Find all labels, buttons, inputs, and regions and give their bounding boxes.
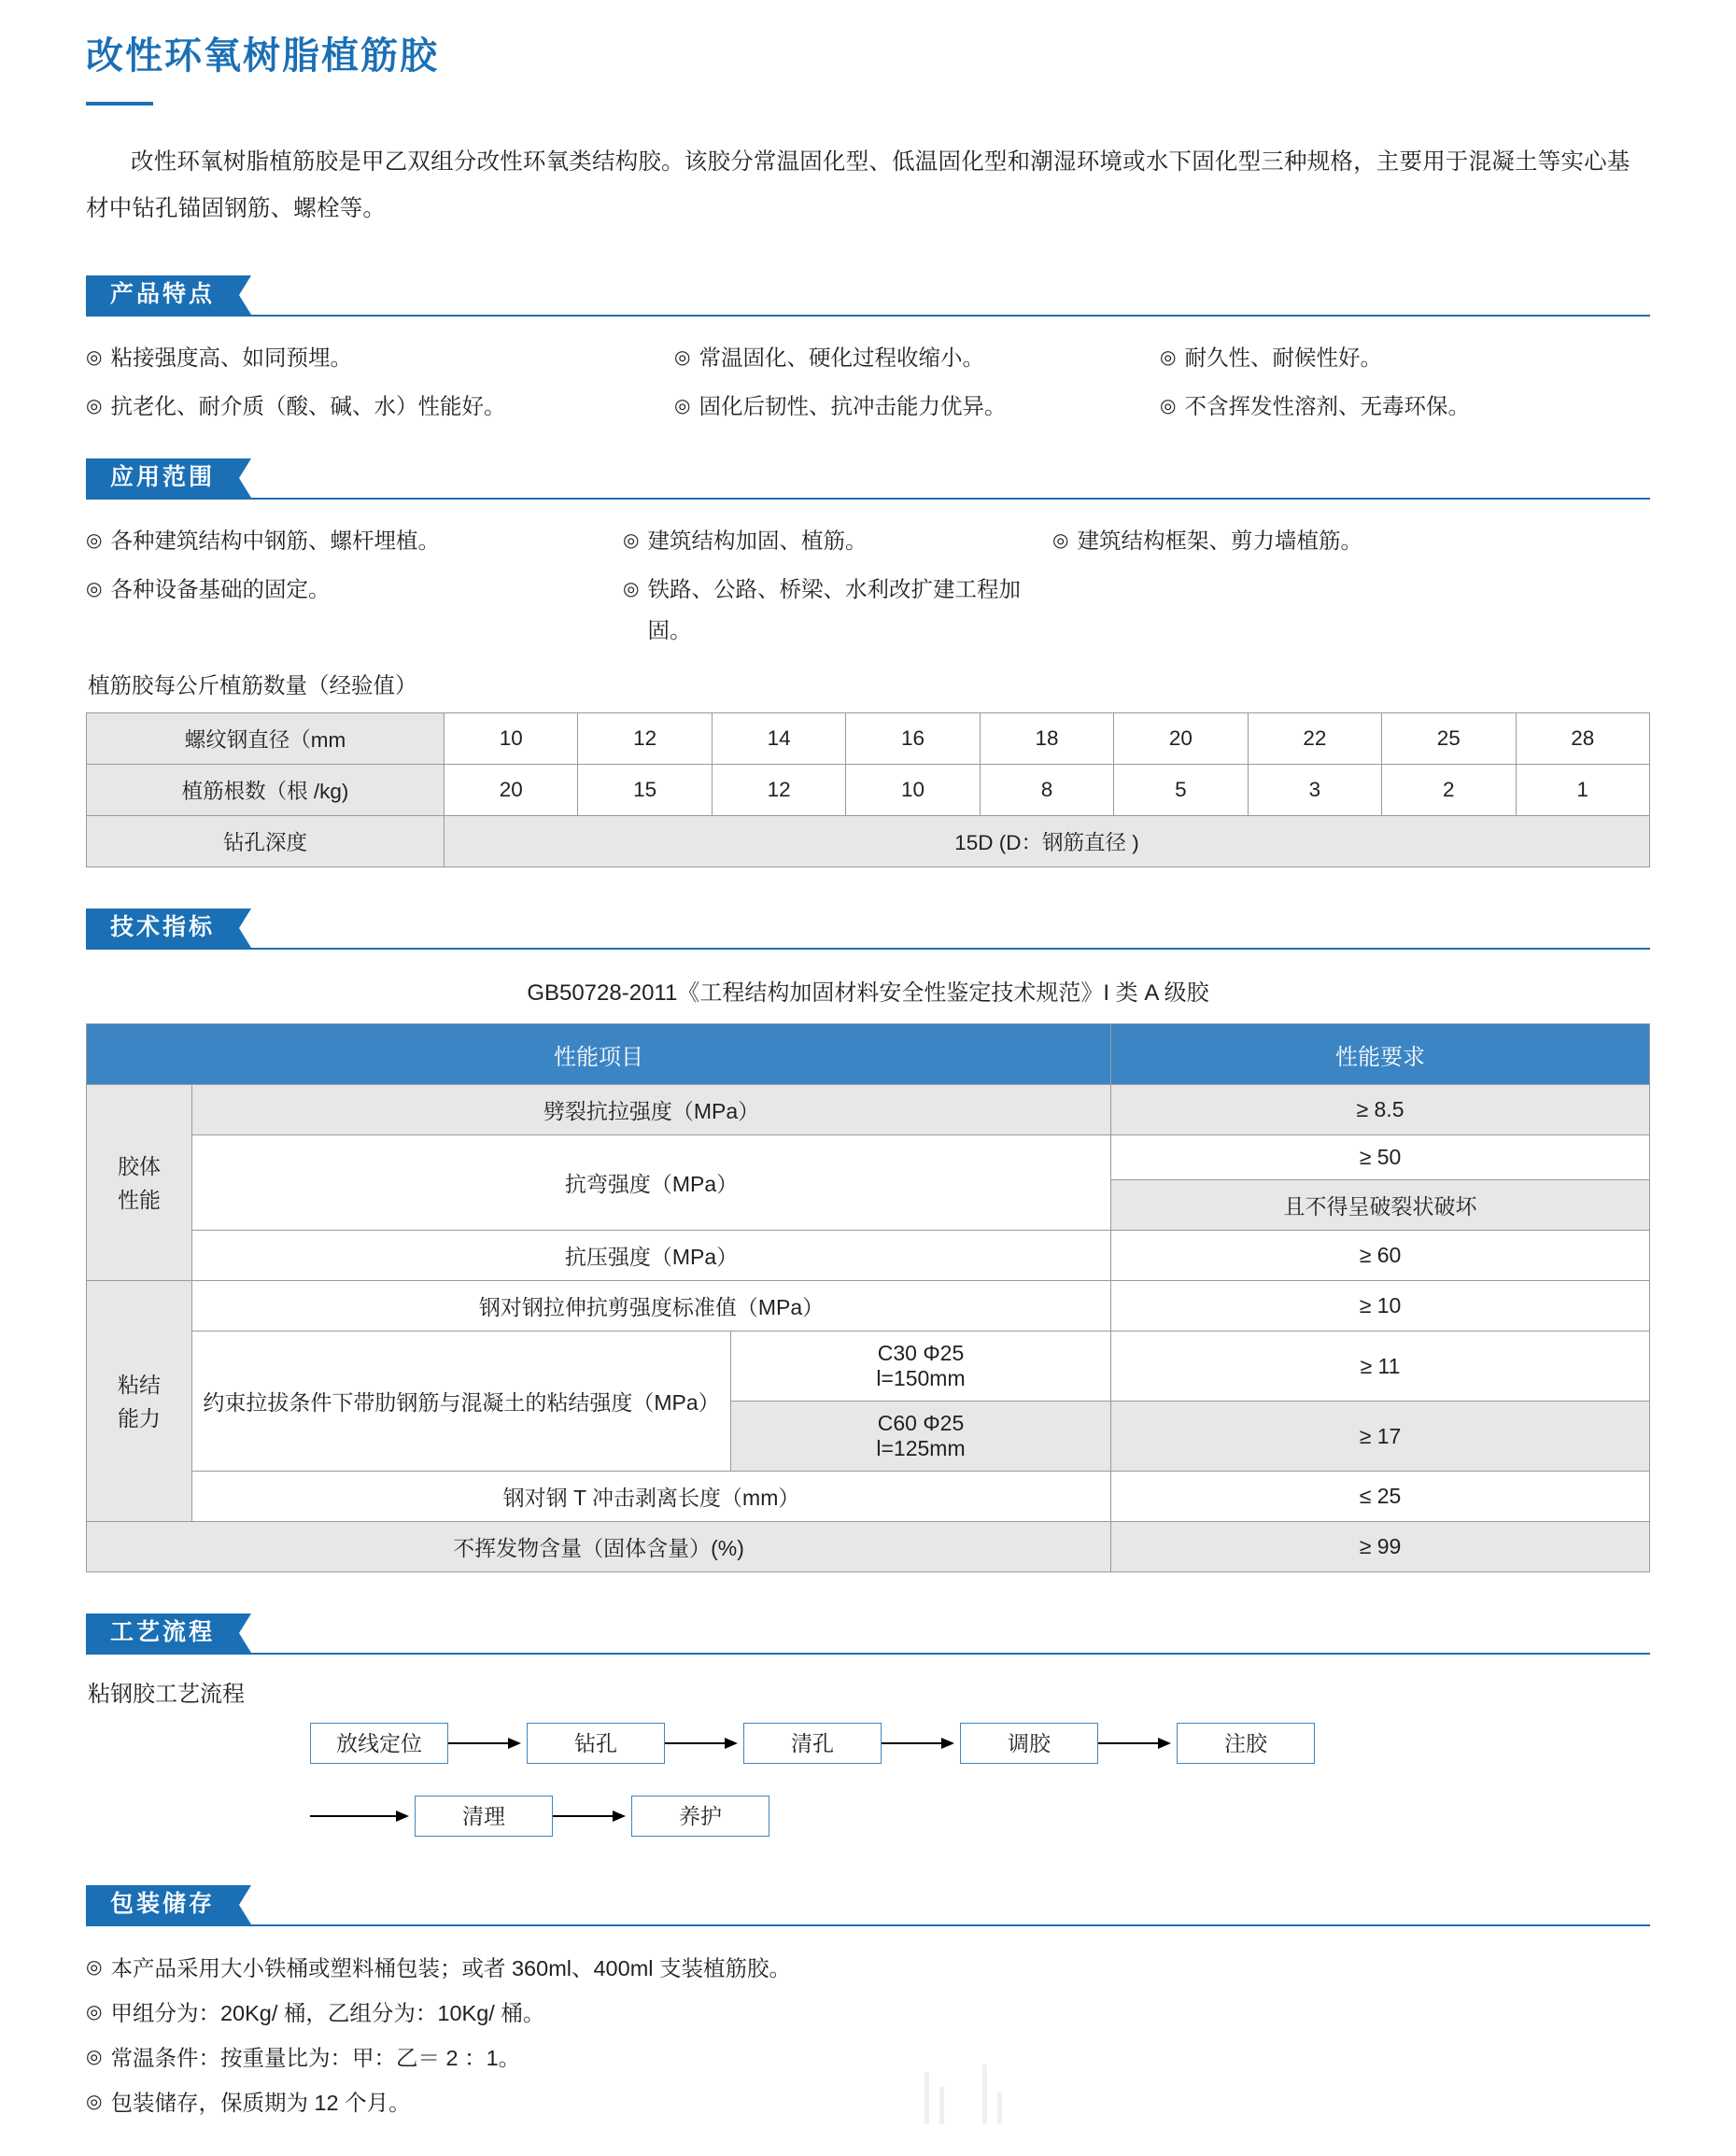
- flow-step-cleanup: 清理: [415, 1796, 553, 1837]
- flow-step-mix-glue: 调胶: [960, 1723, 1098, 1764]
- list-item-label: 常温条件：按重量比为：甲：乙＝ 2 ：1。: [110, 2046, 521, 2070]
- list-item: [674, 337, 1160, 378]
- section-rule-scope: [86, 498, 1650, 500]
- list-item: [86, 1992, 1650, 2035]
- bullet-icon: ◎: [674, 347, 691, 368]
- flow-arrow-icon: [1098, 1738, 1177, 1749]
- table-row: [87, 1472, 1650, 1522]
- cell-item-steel-shear: 钢对钢拉伸抗剪强度标准值（MPa）: [192, 1281, 1111, 1332]
- bullet-icon: ◎: [86, 530, 103, 551]
- list-item-label: 包装储存，保质期为 12 个月。: [110, 2091, 411, 2115]
- cell-count-2: 12: [712, 765, 845, 816]
- cell-item-solid-content: 不挥发物含量（固体含量）(%): [87, 1522, 1111, 1572]
- section-tag-technical: 技术指标: [86, 909, 239, 948]
- section-tag-process: 工艺流程: [86, 1613, 239, 1653]
- list-item-label: 建筑结构加固、植筋。: [647, 528, 868, 553]
- cell-diameter-7: 25: [1382, 713, 1516, 765]
- row-header-drill-depth: 钻孔深度: [87, 816, 445, 867]
- flow-step-curing: 养护: [631, 1796, 769, 1837]
- cell-count-6: 3: [1248, 765, 1381, 816]
- list-item: [623, 569, 1052, 651]
- cell-diameter-6: 22: [1248, 713, 1381, 765]
- list-item-label: 耐久性、耐候性好。: [1184, 345, 1382, 370]
- table-row: [87, 1231, 1650, 1281]
- cell-diameter-3: 16: [846, 713, 980, 765]
- list-item: [86, 2036, 1650, 2079]
- cell-subcond-c60: [731, 1402, 1111, 1472]
- cell-subcond-c30: [731, 1332, 1111, 1402]
- cell-subcond-c60-line1: C60 Φ25: [877, 1411, 965, 1435]
- table-row: [87, 765, 1650, 816]
- bullet-icon: ◎: [86, 2092, 103, 2112]
- flow-step-inject-glue: 注胶: [1177, 1723, 1315, 1764]
- table-row: [87, 713, 1650, 765]
- features-row-1: [86, 337, 1650, 378]
- cell-subcond-c30-line1: C30 Φ25: [877, 1341, 965, 1365]
- list-item: [86, 1947, 1650, 1990]
- cell-diameter-8: 28: [1516, 713, 1650, 765]
- list-item-label: 甲组分为：20Kg/ 桶，乙组分为：10Kg/ 桶。: [110, 2001, 545, 2025]
- flow-arrow-icon: [882, 1738, 960, 1749]
- cell-item-t-peel: 钢对钢 T 冲击剥离长度（mm）: [192, 1472, 1111, 1522]
- table-row: [87, 1332, 1650, 1402]
- cell-count-0: 20: [445, 765, 578, 816]
- section-tag-scope: 应用范围: [86, 458, 239, 498]
- table-header-row: [87, 1024, 1650, 1085]
- technical-specification-table: [86, 1023, 1650, 1572]
- cell-value-flexural: ≥ 50: [1111, 1135, 1650, 1180]
- page-watermark: [915, 2059, 1027, 2124]
- process-flow-row-1: [86, 1717, 1650, 1769]
- bullet-icon: ◎: [86, 1957, 103, 1978]
- page-title: 改性环氧树脂植筋胶: [86, 35, 439, 77]
- rebar-table-caption: 植筋胶每公斤植筋数量（经验值）: [88, 673, 417, 698]
- intro-paragraph: 改性环氧树脂植筋胶是甲乙双组分改性环氧类结构胶。该胶分常温固化型、低温固化型和潮湿环境或水下固化型三种规格，主要用于混凝土等实心基材中钻孔锚固钢筋、螺栓等。: [86, 149, 1630, 221]
- flow-arrow-icon: [665, 1738, 743, 1749]
- cell-diameter-4: 18: [980, 713, 1113, 765]
- list-item-label: 本产品采用大小铁桶或塑料桶包装；或者 360ml、400ml 支装植筋胶。: [110, 1956, 792, 1980]
- process-flow-diagram: [86, 1717, 1650, 1876]
- cell-value-c30: ≥ 11: [1111, 1332, 1650, 1402]
- cell-value-compressive: ≥ 60: [1111, 1231, 1650, 1281]
- process-flow-row-2: [86, 1790, 1650, 1842]
- packaging-row-2: [86, 1992, 1650, 2035]
- scope-row-2: [86, 569, 1650, 651]
- table-row: [87, 1522, 1650, 1572]
- list-item-label: 不含挥发性溶剂、无毒环保。: [1184, 394, 1470, 418]
- cell-count-5: 5: [1114, 765, 1248, 816]
- section-header-process: [86, 1613, 1650, 1656]
- cell-value-t-peel: ≤ 25: [1111, 1472, 1650, 1522]
- scope-row-1: [86, 520, 1650, 561]
- section-tag-features: 产品特点: [86, 275, 239, 315]
- list-item: [86, 337, 674, 378]
- features-row-2: [86, 386, 1650, 427]
- bullet-icon: ◎: [86, 347, 103, 368]
- section-header-scope: [86, 458, 1650, 501]
- section-tag-packaging: 包装储存: [86, 1885, 239, 1924]
- list-item-label: 各种建筑结构中钢筋、螺杆埋植。: [110, 528, 440, 553]
- list-item: [86, 569, 623, 651]
- section-header-technical: [86, 909, 1650, 951]
- group-label-bond-line1: 粘结: [118, 1372, 161, 1397]
- cell-value-steel-shear: ≥ 10: [1111, 1281, 1650, 1332]
- cell-count-8: 1: [1516, 765, 1650, 816]
- list-item-label: 铁路、公路、桥梁、水利改扩建工程加固。: [647, 577, 1021, 642]
- list-item-label: 常温固化、硬化过程收缩小。: [699, 345, 984, 370]
- section-rule-technical: [86, 948, 1650, 950]
- list-item: [674, 386, 1160, 427]
- group-label-gel-line2: 性能: [118, 1187, 161, 1212]
- section-header-packaging: [86, 1885, 1650, 1928]
- list-item-label: 固化后韧性、抗冲击能力优异。: [699, 394, 1007, 418]
- title-underline: [86, 102, 153, 106]
- cell-value-split-tensile: ≥ 8.5: [1111, 1085, 1650, 1135]
- cell-item-split-tensile: 劈裂抗拉强度（MPa）: [192, 1085, 1111, 1135]
- list-item-label: 各种设备基础的固定。: [110, 577, 331, 601]
- table-row: [87, 1085, 1650, 1135]
- flow-step-layout: 放线定位: [310, 1723, 448, 1764]
- features-list: [86, 337, 1650, 427]
- flow-step-drill: 钻孔: [527, 1723, 665, 1764]
- cell-count-1: 15: [578, 765, 712, 816]
- group-label-bond-line2: 能力: [118, 1405, 161, 1430]
- cell-diameter-0: 10: [445, 713, 578, 765]
- bullet-icon: ◎: [1160, 396, 1177, 416]
- flow-arrow-icon: [448, 1738, 527, 1749]
- cell-value-flexural-note: 且不得呈破裂状破坏: [1111, 1180, 1650, 1231]
- bullet-icon: ◎: [1052, 530, 1069, 551]
- section-rule-features: [86, 315, 1650, 317]
- group-label-bond: [87, 1281, 192, 1522]
- cell-value-solid-content: ≥ 99: [1111, 1522, 1650, 1572]
- cell-count-3: 10: [846, 765, 980, 816]
- list-item: [1160, 386, 1470, 427]
- list-item: [623, 520, 1052, 561]
- flow-step-clean-hole: 清孔: [743, 1723, 882, 1764]
- bullet-icon: ◎: [623, 530, 640, 551]
- packaging-row-3: [86, 2036, 1650, 2079]
- process-caption: 粘钢胶工艺流程: [88, 1682, 245, 1707]
- list-item-label: 建筑结构框架、剪力墙植筋。: [1077, 528, 1362, 553]
- cell-diameter-5: 20: [1114, 713, 1248, 765]
- packaging-row-4: [86, 2081, 1650, 2124]
- cell-count-7: 2: [1382, 765, 1516, 816]
- standard-reference: GB50728-2011《工程结构加固材料安全性鉴定技术规范》I 类 A 级胶: [527, 980, 1209, 1006]
- rebar-quantity-table: [86, 712, 1650, 867]
- cell-item-compressive: 抗压强度（MPa）: [192, 1231, 1111, 1281]
- section-rule-process: [86, 1653, 1650, 1655]
- cell-value-c60: ≥ 17: [1111, 1402, 1650, 1472]
- list-item: [1052, 520, 1362, 561]
- list-item: [86, 386, 674, 427]
- packaging-list: [86, 1947, 1650, 2124]
- table-row: [87, 1281, 1650, 1332]
- bullet-icon: ◎: [674, 396, 691, 416]
- table-row: [87, 816, 1650, 867]
- cell-count-4: 8: [980, 765, 1113, 816]
- flow-arrow-icon: [310, 1811, 415, 1822]
- cell-drill-depth-value: 15D (D：钢筋直径 ): [445, 816, 1650, 867]
- cell-diameter-2: 14: [712, 713, 845, 765]
- list-item: [86, 520, 623, 561]
- flow-arrow-icon: [553, 1811, 631, 1822]
- list-item-label: 抗老化、耐介质（酸、碱、水）性能好。: [110, 394, 506, 418]
- bullet-icon: ◎: [86, 396, 103, 416]
- cell-item-pullout-bond: 约束拉拔条件下带肋钢筋与混凝土的粘结强度（MPa）: [192, 1332, 731, 1472]
- scope-list: [86, 520, 1650, 651]
- group-label-gel-line1: 胶体: [118, 1153, 161, 1178]
- bullet-icon: ◎: [1160, 347, 1177, 368]
- section-header-features: [86, 275, 1650, 318]
- cell-diameter-1: 12: [578, 713, 712, 765]
- packaging-row-1: [86, 1947, 1650, 1990]
- cell-item-flexural: 抗弯强度（MPa）: [192, 1135, 1111, 1231]
- cell-subcond-c30-line2: l=150mm: [876, 1366, 966, 1390]
- section-rule-packaging: [86, 1924, 1650, 1926]
- list-item-label: 粘接强度高、如同预埋。: [110, 345, 352, 370]
- table-row: [87, 1135, 1650, 1180]
- bullet-icon: ◎: [623, 579, 640, 599]
- row-header-count: 植筋根数（根 /kg): [87, 765, 445, 816]
- col-header-item: 性能项目: [87, 1024, 1111, 1085]
- bullet-icon: ◎: [86, 579, 103, 599]
- group-label-gel: [87, 1085, 192, 1281]
- list-item: [86, 2081, 1650, 2124]
- row-header-diameter: 螺纹钢直径（mm: [87, 713, 445, 765]
- bullet-icon: ◎: [86, 2002, 103, 2022]
- cell-subcond-c60-line2: l=125mm: [876, 1436, 966, 1460]
- list-item: [1160, 337, 1382, 378]
- col-header-requirement: 性能要求: [1111, 1024, 1650, 1085]
- bullet-icon: ◎: [86, 2047, 103, 2067]
